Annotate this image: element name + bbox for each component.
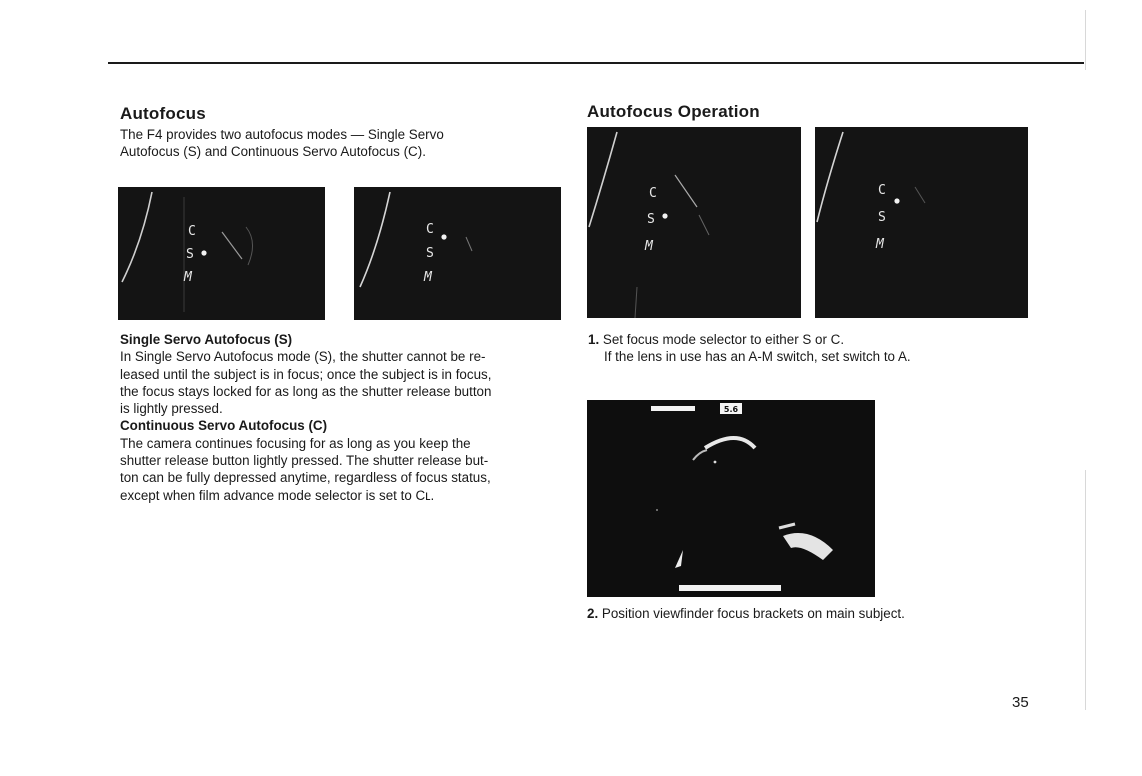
step-1-note: If the lens in use has an A-M switch, set switch to A. (604, 349, 911, 365)
header-rule (108, 62, 1084, 64)
text-line: except when film advance mode selector is set to Cʟ. (120, 487, 435, 503)
page-edge-mark (1085, 10, 1086, 70)
single-servo-section (120, 331, 565, 504)
text-line: is lightly pressed. (120, 401, 223, 417)
operation-photo-s (587, 127, 801, 318)
selector-photo-single (118, 187, 325, 320)
selector-label-m: M (645, 239, 653, 254)
continuous-servo-heading: Continuous Servo Autofocus (C) (120, 418, 328, 434)
intro-line: The F4 provides two autofocus modes — Single Servo (120, 127, 444, 142)
selector-label-c: C (426, 222, 434, 237)
selector-label-m: M (876, 237, 884, 252)
selector-indicator-dot (894, 198, 899, 203)
step-1-line (588, 331, 1058, 348)
selector-label-c: C (188, 224, 196, 239)
viewfinder-photo (587, 400, 875, 597)
selector-label-c: C (649, 186, 657, 201)
text-line: In Single Servo Autofocus mode (S), the shutter cannot be re- (120, 349, 486, 365)
viewfinder-bar-top (651, 406, 695, 411)
step-number: 1. (588, 332, 600, 347)
step-number: 2. (587, 606, 599, 621)
autofocus-operation-heading: Autofocus Operation (587, 102, 760, 121)
intro-line: Autofocus (S) and Continuous Servo Autofocus (C). (120, 144, 426, 160)
text-line: ton can be fully depressed anytime, regardless of focus status, (120, 470, 491, 486)
autofocus-intro (120, 126, 444, 161)
page-edge-mark (1085, 470, 1086, 710)
aperture-value: 5.6 (723, 405, 739, 414)
page-number: 35 (1012, 694, 1029, 711)
selector-indicator-dot (201, 250, 206, 255)
selector-photo-continuous (354, 187, 561, 320)
viewfinder-bar-bottom (679, 585, 781, 591)
autofocus-heading: Autofocus (120, 104, 206, 123)
selector-label-m: M (424, 270, 432, 285)
step-1-text: Set focus mode selector to either S or C. (602, 332, 845, 347)
operation-photo-c (815, 127, 1028, 318)
text-line: the focus stays locked for as long as the shutter release button (120, 383, 492, 399)
selector-label-m: M (184, 270, 192, 285)
single-servo-heading: Single Servo Autofocus (S) (120, 332, 293, 347)
step-1 (588, 331, 1058, 366)
selector-label-s: S (878, 210, 886, 225)
selector-label-s: S (647, 212, 655, 227)
step-2-text: Position viewfinder focus brackets on main subject. (601, 606, 905, 621)
selector-label-s: S (426, 246, 434, 261)
text-line: shutter release button lightly pressed. The shutter release but- (120, 453, 489, 469)
selector-indicator-dot (441, 234, 446, 239)
selector-label-c: C (878, 183, 886, 198)
selector-indicator-dot (662, 213, 667, 218)
step-2 (587, 605, 1067, 622)
text-line: The camera continues focusing for as long as you keep the (120, 435, 471, 451)
text-line: leased until the subject is in focus; once the subject is in focus, (120, 366, 492, 382)
selector-label-s: S (186, 247, 194, 262)
